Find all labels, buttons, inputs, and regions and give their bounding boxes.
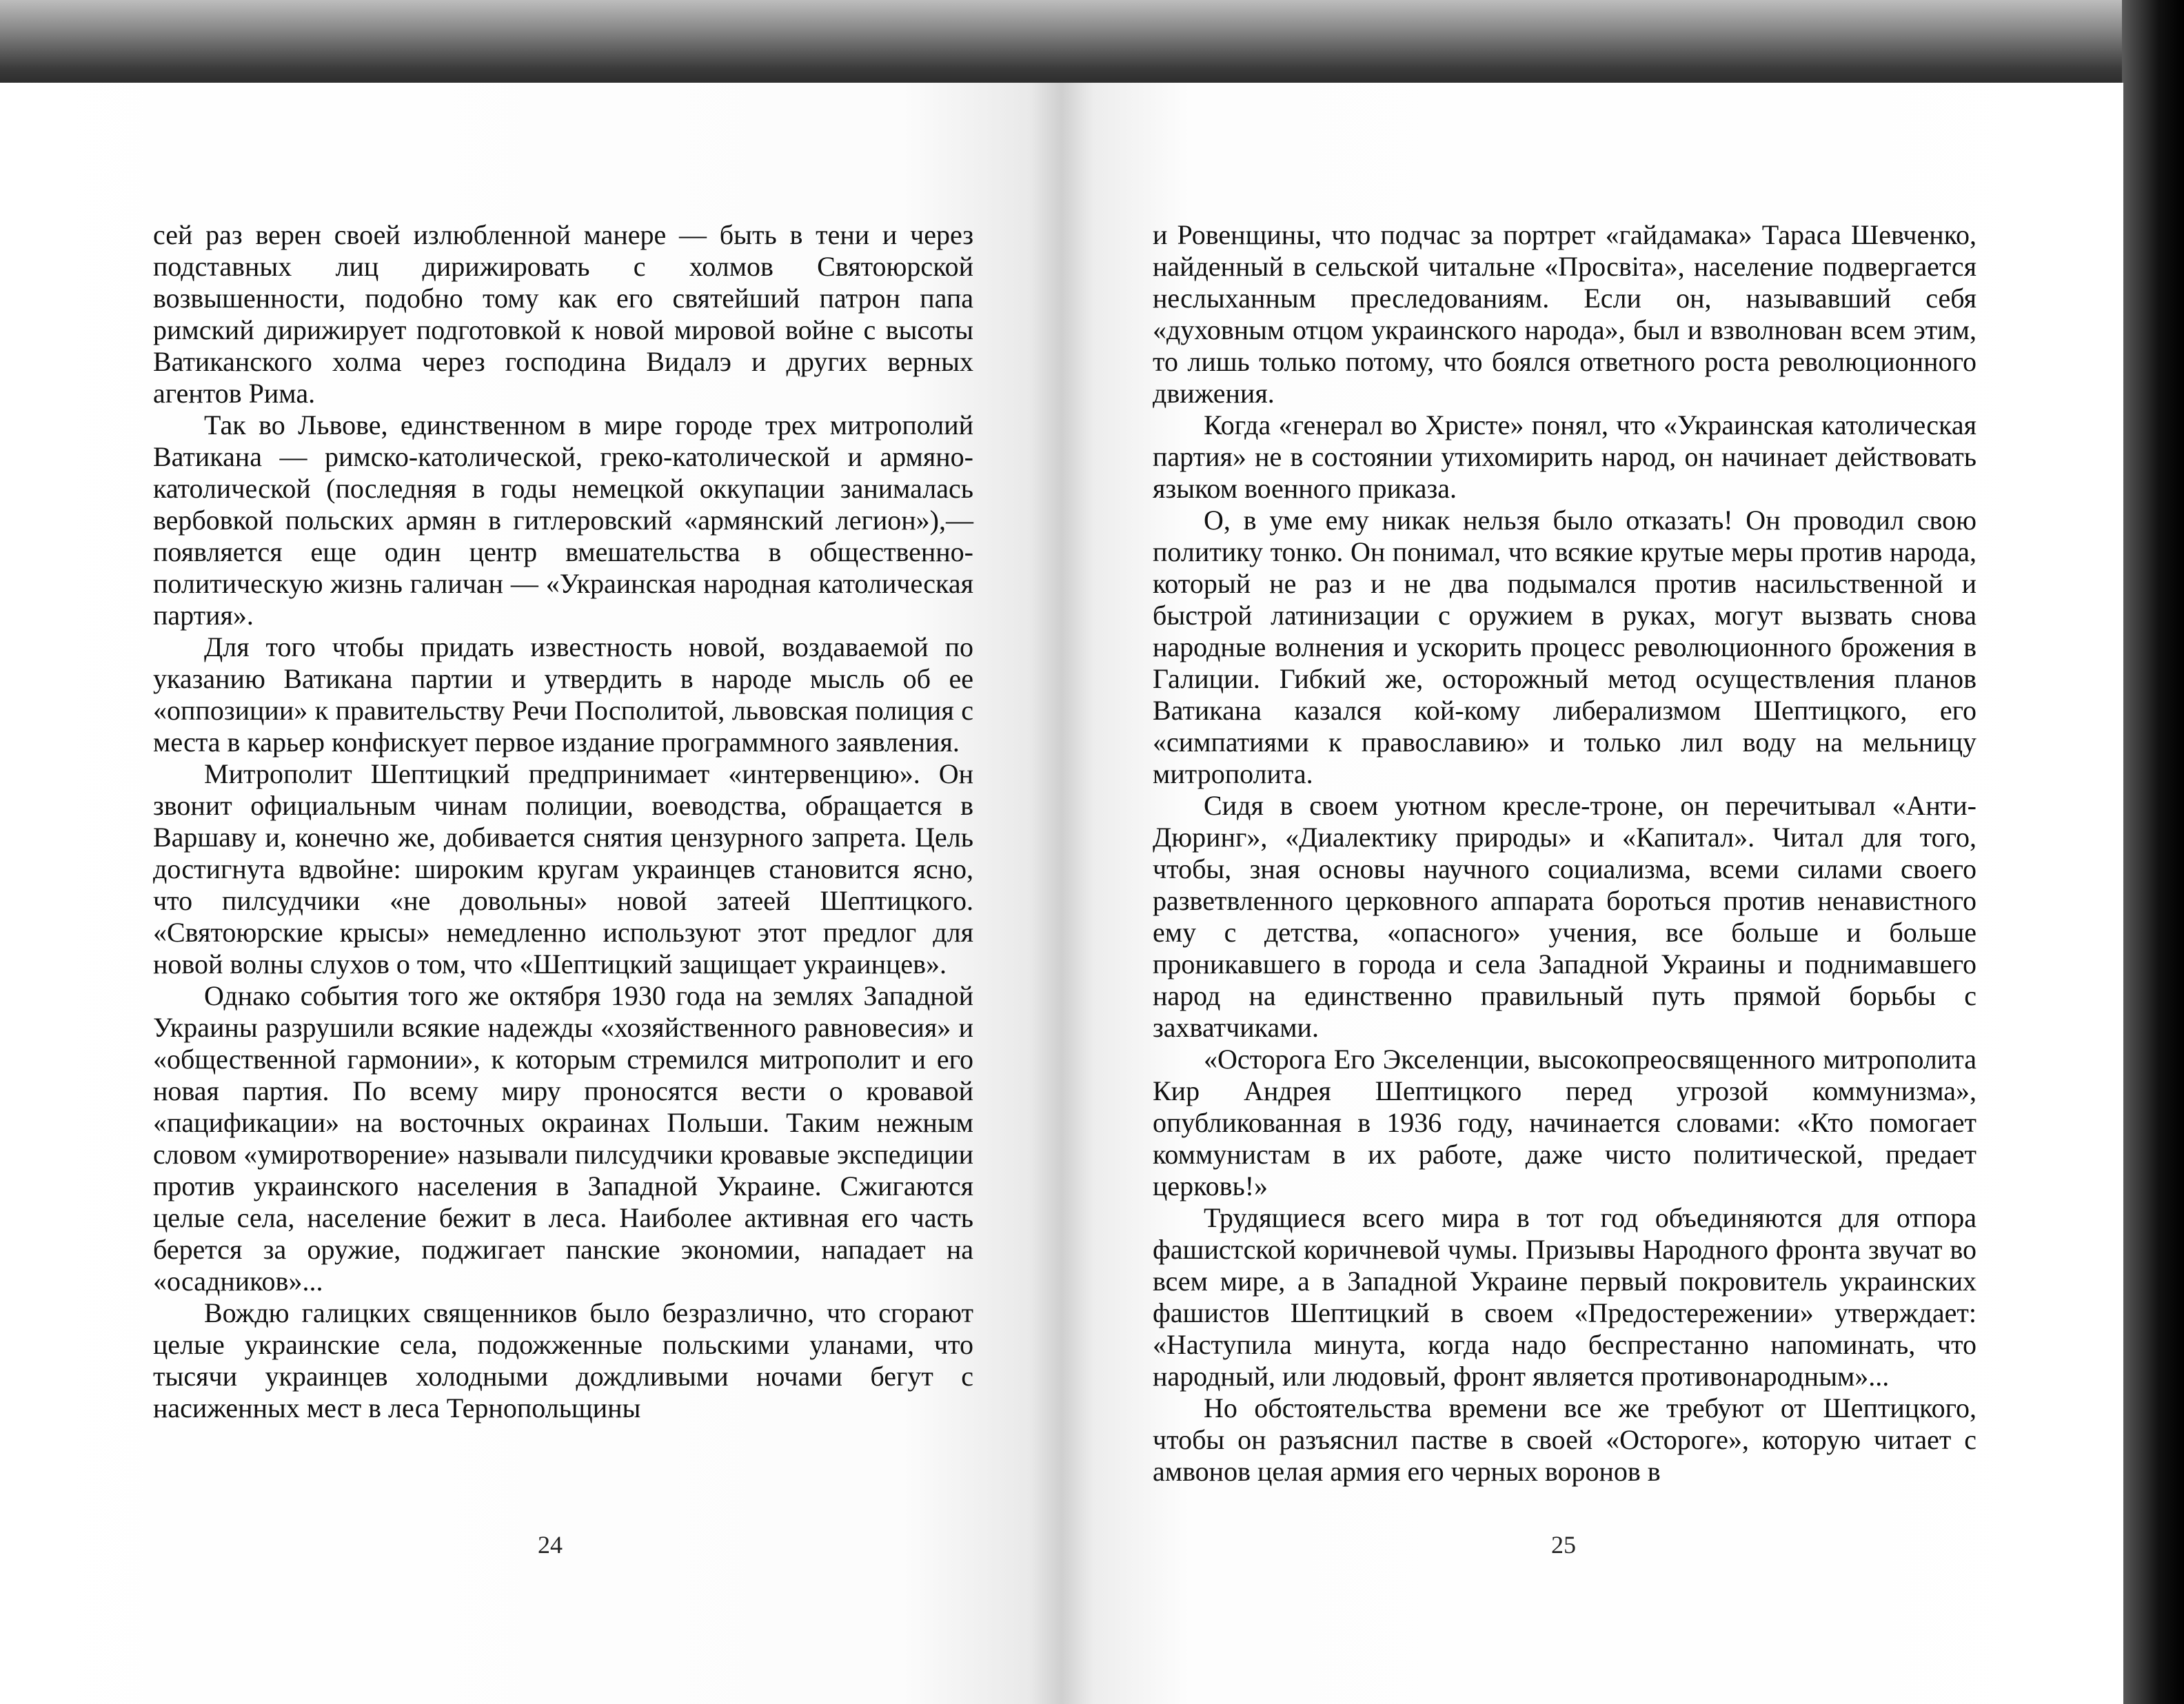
paragraph: О, в уме ему никак нельзя было отказать! Он проводил свою политику тонко. Он понимал, что всякие крутые меры против народа, который не раз и не два подымался против насильственной и быстрой латинизации с оружием в руках, могут вызвать снова народные волнения и ускорить процесс революционного брожения в Галиции. Гибкий же, осторожный метод осуществления планов Ватикана казался кой-кому либерализмом Шептицкого, его «симпатиями к православию» и только лил воду на мельницу митрополита. (1153, 505, 1976, 789)
paragraph: Вождю галицких священников было безразлично, что сгорают целые украинские села, подожженные польскими уланами, что тысячи украинцев холодными дождливыми ночами бегут с насиженных мест в леса Тернопольщины (153, 1297, 973, 1423)
paragraph: Но обстоятельства времени все же требуют от Шептицкого, чтобы он разъяснил пастве в своей «Осторогe», которую читает с амвонов целая армия его черных воронов в (1153, 1392, 1976, 1487)
paragraph: Когда «генерал во Христе» понял, что «Украинская католическая партия» не в состоянии утихомирить народ, он начинает действовать языком военного приказа. (1153, 409, 1976, 504)
left-page-text (153, 219, 973, 1424)
paragraph: Для того чтобы придать известность новой, воздаваемой по указанию Ватикана партии и утвердить в народе мысль об ее «оппозиции» к правительству Речи Посполитой, львовская полиция с места в карьер конфискует первое издание программного заявления. (153, 631, 973, 758)
paragraph: Сидя в своем уютном кресле-троне, он перечитывал «Анти-Дюринг», «Диалектику природы» и «Капитал». Читал для того, чтобы, зная основы научного социализма, всеми силами своего разветвленного церковного аппарата бороться против ненавистного ему с детства, «опасного» учения, все больше и больше проникавшего в города и села Западной Украины и поднимавшего народ на единственно правильный путь прямой борьбы с захватчиками. (1153, 790, 1976, 1043)
paragraph: Однако события того же октября 1930 года на землях Западной Украины разрушили всякие надежды «хозяйственного равновесия» и «общественной гармонии», к которым стремился митрополит и его новая партия. По всему миру проносятся вести о кровавой «пацификации» на восточных окраинах Польши. Таким нежным словом «умиротворение» называли пилсудчики кровавые экспедиции против украинского населения в Западной Украине. Сжигаются целые села, население бежит в леса. Наиболее активная его часть берется за оружие, поджигает панские экономии, нападает на «осадников»... (153, 980, 973, 1297)
page-number: 24 (538, 1531, 563, 1559)
page-number: 25 (1551, 1531, 1576, 1559)
paragraph: Трудящиеся всего мира в тот год объединяются для отпора фашистской коричневой чумы. Призывы Народного фронта звучат во всем мире, а в Западной Украине первый покровитель украинских фашистов Шептицкий в своем «Предостережении» утверждает: «Наступила минута, когда надо беспрестанно напоминать, что народный, или людовый, фронт является противонародным»... (1153, 1202, 1976, 1392)
open-book (0, 83, 2123, 1704)
paragraph: Митрополит Шептицкий предпринимает «интервенцию». Он звонит официальным чинам полиции, воеводства, обращается в Варшаву и, конечно же, добивается снятия цензурного запрета. Цель достигнута вдвойне: широким кругам украинцев становится ясно, что пилсудчики «не довольны» новой затеей Шептицкого. «Святоюрские крысы» немедленно используют этот предлог для новой волны слухов о том, что «Шептицкий защищает украинцев». (153, 758, 973, 980)
paragraph: «Осторога Его Экселенции, высокопреосвященного митрополита Кир Андрея Шептицкого перед угрозой коммунизма», опубликованная в 1936 году, начинается словами: «Кто помогает коммунистам в их работе, даже чисто политической, предает церковь!» (1153, 1044, 1976, 1201)
paragraph: Так во Львове, единственном в мире городе трех митрополий Ватикана — римско-католической, греко-католической и армяно-католической (последняя в годы немецкой оккупации занималась вербовкой польских армян в гитлеровский «армянский легион»),— появляется еще один центр вмешательства в общественно-политическую жизнь галичан — «Украинская народная католическая партия». (153, 409, 973, 631)
paragraph: и Ровенщины, что подчас за портрет «гайдамака» Тараса Шевченко, найденный в сельской читальне «Просвiта», население подвергается неслыханным преследованиям. Если он, называвший себя «духовным отцом украинского народа», был и взволнован всем этим, то лишь только потому, что боялся ответного роста революционного движения. (1153, 219, 1976, 409)
scanner-edge (2122, 0, 2184, 1704)
left-page (0, 83, 1062, 1704)
right-page-text (1153, 219, 1976, 1488)
right-page (1062, 83, 2123, 1704)
paragraph: сей раз верен своей излюбленной манере — быть в тени и через подставных лиц дирижировать с холмов Святоюрской возвышенности, подобно тому как его святейший патрон папа римский дирижирует подготовкой к новой мировой войне с высоты Ватиканского холма через господина Видалэ и других верных агентов Рима. (153, 219, 973, 409)
